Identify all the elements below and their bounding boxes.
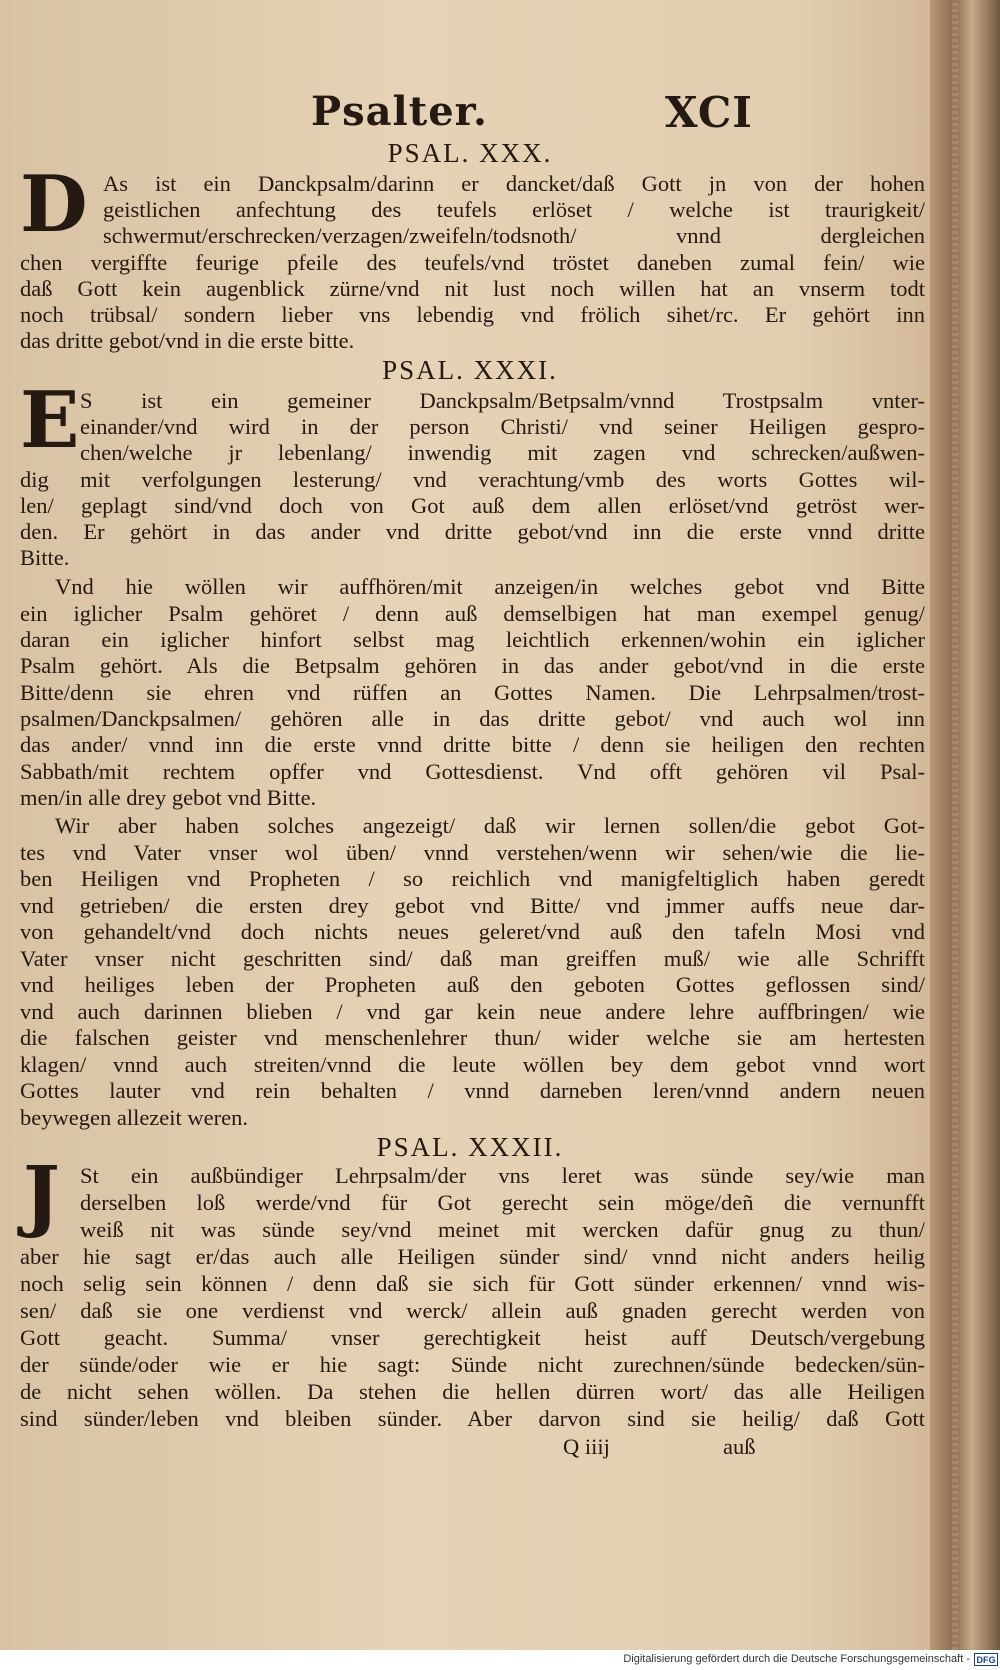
text-line: St ein außbündiger Lehrpsalm/der vns leret was sünde sey/wie man <box>80 1163 925 1188</box>
text-line: noch trübsal/ sondern lieber vns lebendig vnd frölich sihet/rc. Er gehört inn <box>20 302 925 327</box>
text-line: de nicht sehen wöllen. Da stehen die hellen dürren wort/ das alle Heiligen <box>20 1379 925 1404</box>
text-line: derselben loß werde/vnd für Got gerecht sein möge/deñ die vernunfft <box>80 1190 925 1215</box>
text-line: vnd heiliges leben der Propheten auß den geboten Gottes geflossen sind/ <box>20 972 925 997</box>
text-line: Psalm gehört. Als die Betpsalm gehören in das ander gebot/vnd in die erste <box>20 653 925 678</box>
dfg-logo: DFG <box>974 1653 998 1666</box>
text-line: ben Heiligen vnd Propheten / so reichlich vnd manigfeltiglich haben geredt <box>20 866 925 891</box>
folio-number: XCI <box>665 88 753 137</box>
folio-text-block <box>15 20 925 1640</box>
text-line: Vnd hie wöllen wir auffhören/mit anzeigen/in welches gebot vnd Bitte <box>55 574 925 599</box>
text-line: Sabbath/mit rechtem opffer vnd Gottesdienst. Vnd offt gehören vil Psal- <box>20 759 925 784</box>
text-line: Gottes lauter vnd rein behalten / vnnd darneben leren/vnnd andern neuen <box>20 1078 925 1103</box>
text-line: dig mit verfolgungen lesterung/ vnd verachtung/vmb des worts Gottes wil- <box>20 467 925 492</box>
signature-mark: Q iiij <box>563 1434 610 1459</box>
text-line: sind sünder/leben vnd bleiben sünder. Aber darvon sind sie heilig/ daß Gott <box>20 1406 925 1431</box>
text-line: aber hie sagt er/das auch alle Heiligen sünder sind/ vnnd nicht anders heilig <box>20 1244 925 1269</box>
digitization-footer <box>0 1650 1000 1670</box>
book-page-edges <box>930 0 1000 1650</box>
text-line: daß Gott kein augenblick zürne/vnd nit lust noch willen hat an vnserm todt <box>20 276 925 301</box>
text-line: Vater vnser nicht geschritten sind/ daß man greiffen muß/ wie alle Schrifft <box>20 946 925 971</box>
text-line: die falschen geister vnd menschenlehrer thun/ wider welche sie am hertesten <box>20 1025 925 1050</box>
text-line: len/ geplagt sind/vnd doch von Got auß dem allen erlöset/vnd getröst wer- <box>20 493 925 518</box>
catchword: auß <box>723 1434 756 1459</box>
text-line: tes vnd Vater vnser wol üben/ vnnd verstehen/wenn wir sehen/wie die lie- <box>20 840 925 865</box>
text-line: das ander/ vnnd inn die erste vnnd dritte bitte / denn sie heiligen den rechten <box>20 732 925 757</box>
psalm-30-title: PSAL. XXX. <box>387 138 553 168</box>
text-line: men/in alle drey gebot vnd Bitte. <box>20 785 317 810</box>
running-head-title: Psalter. <box>311 88 488 135</box>
text-line: weiß nit was sünde sey/vnd meinet mit wercken dafür gnug zu thun/ <box>80 1217 925 1242</box>
text-line: Bitte/denn sie ehren vnd rüffen an Gottes Namen. Die Lehrpsalmen/trost- <box>20 680 925 705</box>
text-line: As ist ein Danckpsalm/darinn er dancket/daß Gott jn von der hohen <box>103 171 925 196</box>
text-line: vnd getrieben/ die ersten drey gebot vnd Bitte/ vnd jmmer auffs neue dar- <box>20 893 925 918</box>
text-line: schwermut/erschrecken/verzagen/zweifeln/todsnoth/ vnnd dergleichen <box>103 223 925 248</box>
text-line: Wir aber haben solches angezeigt/ daß wir lernen sollen/die gebot Got- <box>55 813 925 838</box>
drop-cap-initial: D <box>20 159 88 250</box>
text-line: den. Er gehört in das ander vnd dritte gebot/vnd inn die erste vnnd dritte <box>20 519 925 544</box>
text-line: vnd auch darinnen blieben / vnd gar kein neue andere lehre auffbringen/ wie <box>20 999 925 1024</box>
text-line: sen/ daß sie one verdienst vnd werck/ allein auß gnaden gerecht werden von <box>20 1298 925 1323</box>
drop-cap-initial: J <box>23 1150 60 1241</box>
funding-credit: Digitalisierung gefördert durch die Deutsche Forschungsgemeinschaft - <box>623 1653 970 1665</box>
text-line: noch selig sein können / denn daß sie sich für Gott sünder erkennen/ vnnd wis- <box>20 1271 925 1296</box>
text-line: ein iglicher Psalm gehöret / denn auß demselbigen hat man exempel genug/ <box>20 601 925 626</box>
text-line: Bitte. <box>20 545 70 570</box>
text-line: chen/welche jr lebenlang/ inwendig mit zagen vnd schrecken/außwen- <box>80 440 925 465</box>
psalm-32-title: PSAL. XXXII. <box>376 1132 564 1162</box>
text-line: beywegen allezeit weren. <box>20 1105 248 1130</box>
text-line: chen vergiffte feurige pfeile des teufels/vnd tröstet daneben zumal fein/ wie <box>20 250 925 275</box>
text-line: klagen/ vnnd auch streiten/vnnd die leute wöllen bey dem gebot vnnd wort <box>20 1052 925 1077</box>
drop-cap-initial: E <box>20 375 80 466</box>
text-line: der sünde/oder wie er hie sagt: Sünde nicht zurechnen/sünde bedecken/sün- <box>20 1352 925 1377</box>
text-line: S ist ein gemeiner Danckpsalm/Betpsalm/vnnd Trostpsalm vnter- <box>80 388 925 413</box>
text-line: geistlichen anfechtung des teufels erlöset / welche ist traurigkeit/ <box>103 197 925 222</box>
text-line: von gehandelt/vnd doch nichts neues geleret/vnd auß den tafeln Mosi vnd <box>20 919 925 944</box>
text-line: das dritte gebot/vnd in die erste bitte. <box>20 328 355 353</box>
text-line: Gott geacht. Summa/ vnser gerechtigkeit heist auff Deutsch/vergebung <box>20 1325 925 1350</box>
text-line: psalmen/Danckpsalmen/ gehören alle in das dritte gebot/ vnd auch wol inn <box>20 706 925 731</box>
text-line: daran ein iglicher hinfort selbst mag leichtlich erkennen/wohin ein iglicher <box>20 627 925 652</box>
psalm-31-title: PSAL. XXXI. <box>382 355 558 385</box>
text-line: einander/vnd wird in der person Christi/ vnd seiner Heiligen gespro- <box>80 414 925 439</box>
